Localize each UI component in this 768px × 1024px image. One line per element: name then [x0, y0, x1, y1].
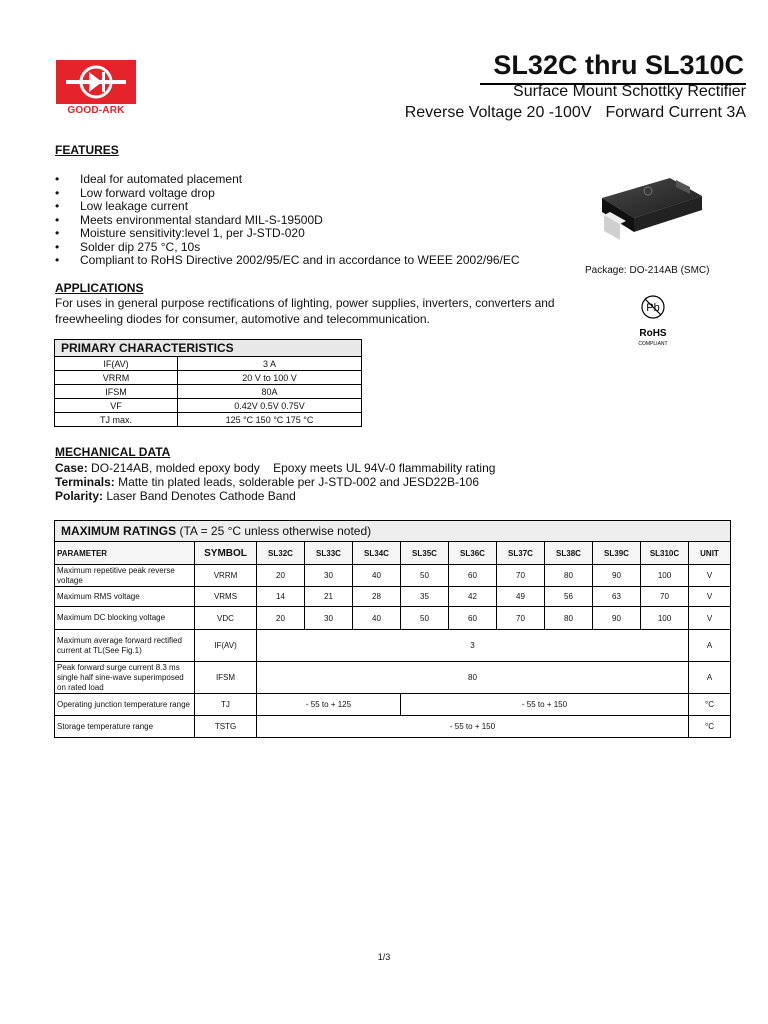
table-row: Storage temperature range TSTG - 55 to + 150 °C [55, 716, 731, 738]
table-row: Operating junction temperature range TJ - 55 to + 125 - 55 to + 150 °C [55, 694, 731, 716]
table-header-row: PARAMETER SYMBOL SL32C SL33C SL34C SL35C SL36C SL37C SL38C SL39C SL310C UNIT [55, 542, 731, 565]
maximum-ratings-table [54, 520, 731, 738]
features-list [55, 173, 520, 268]
rohs-symbol: Pb [646, 302, 660, 314]
table-row: VF 0.42V 0.5V 0.75V [55, 399, 362, 413]
list-item: • Low forward voltage drop [55, 185, 215, 200]
table-row: Maximum DC blocking voltage VDC 20 30 40 50 60 70 80 90 100 V [55, 607, 731, 630]
package-label: Package: DO-214AB (SMC) [585, 265, 710, 276]
table-row: VRRM 20 V to 100 V [55, 371, 362, 385]
page-number: 1/3 [377, 952, 391, 962]
list-item: • Ideal for automated placement [55, 172, 243, 186]
primary-title: PRIMARY CHARACTERISTICS [55, 340, 362, 357]
list-item: • Moisture sensitivity:level 1, per J-STD-020 [55, 226, 305, 240]
package-image [590, 160, 710, 250]
table-row: TJ max. 125 °C 150 °C 175 °C [55, 413, 362, 427]
table-row: IF(AV) 3 A [55, 357, 362, 371]
list-item: • Meets environmental standard MIL-S-19500D [55, 212, 323, 227]
rohs-label: RoHS [639, 328, 667, 339]
max-ratings-title: MAXIMUM RATINGS (TA = 25 °C unless otherwise noted) [55, 521, 731, 542]
applications-text: For uses in general purpose rectifications of lighting, power supplies, inverters, converters and freewheeling diodes for consumer, automotive and telecommunication. [55, 296, 555, 326]
terminals-line: Terminals: Matte tin plated leads, solderable per J-STD-002 and JESD22B-106 [55, 475, 479, 489]
polarity-line: Polarity: Laser Band Denotes Cathode Band [55, 489, 296, 503]
mechanical-data [55, 461, 495, 503]
table-row: Peak forward surge current 8.3 ms single half sine-wave superimposed on rated load IFSM 80 A [55, 662, 731, 694]
reverse-voltage: Reverse Voltage 20 -100V [404, 104, 592, 121]
features-heading: FEATURES [55, 143, 119, 157]
table-row: Maximum average forward rectified current at TL(See Fig.1) IF(AV) 3 A [55, 630, 731, 662]
forward-current: Forward Current 3A [605, 104, 746, 121]
primary-characteristics-table [54, 339, 362, 427]
ratings-summary [405, 104, 746, 122]
list-item: • Solder dip 275 °C, 10s [55, 239, 201, 254]
logo-text: GOOD-ARK [67, 105, 125, 116]
case-line: Case: DO-214AB, molded epoxy body Epoxy meets UL 94V-0 flammability rating [55, 461, 496, 475]
diode-logo-icon [56, 60, 136, 104]
rohs-pb-icon [628, 290, 678, 352]
rohs-badge [628, 290, 678, 352]
smc-package-icon [590, 160, 710, 250]
page-title: SL32C thru SL310C [493, 50, 744, 80]
page-subtitle: Surface Mount Schottky Rectifier [513, 83, 746, 100]
list-item: • Compliant to RoHS Directive 2002/95/EC and in accordance to WEEE 2002/96/EC [55, 253, 520, 267]
applications-heading: APPLICATIONS [55, 281, 144, 295]
rohs-compliant: COMPLIANT [638, 341, 668, 347]
table-row: Maximum RMS voltage VRMS 14 21 28 35 42 49 56 63 70 V [55, 587, 731, 607]
list-item: • Low leakage current [55, 199, 189, 213]
mechanical-heading: MECHANICAL DATA [55, 445, 171, 459]
table-row: Maximum repetitive peak reverse voltage VRRM 20 30 40 50 60 70 80 90 100 V [55, 565, 731, 587]
table-row: IFSM 80A [55, 385, 362, 399]
logo [56, 60, 136, 104]
